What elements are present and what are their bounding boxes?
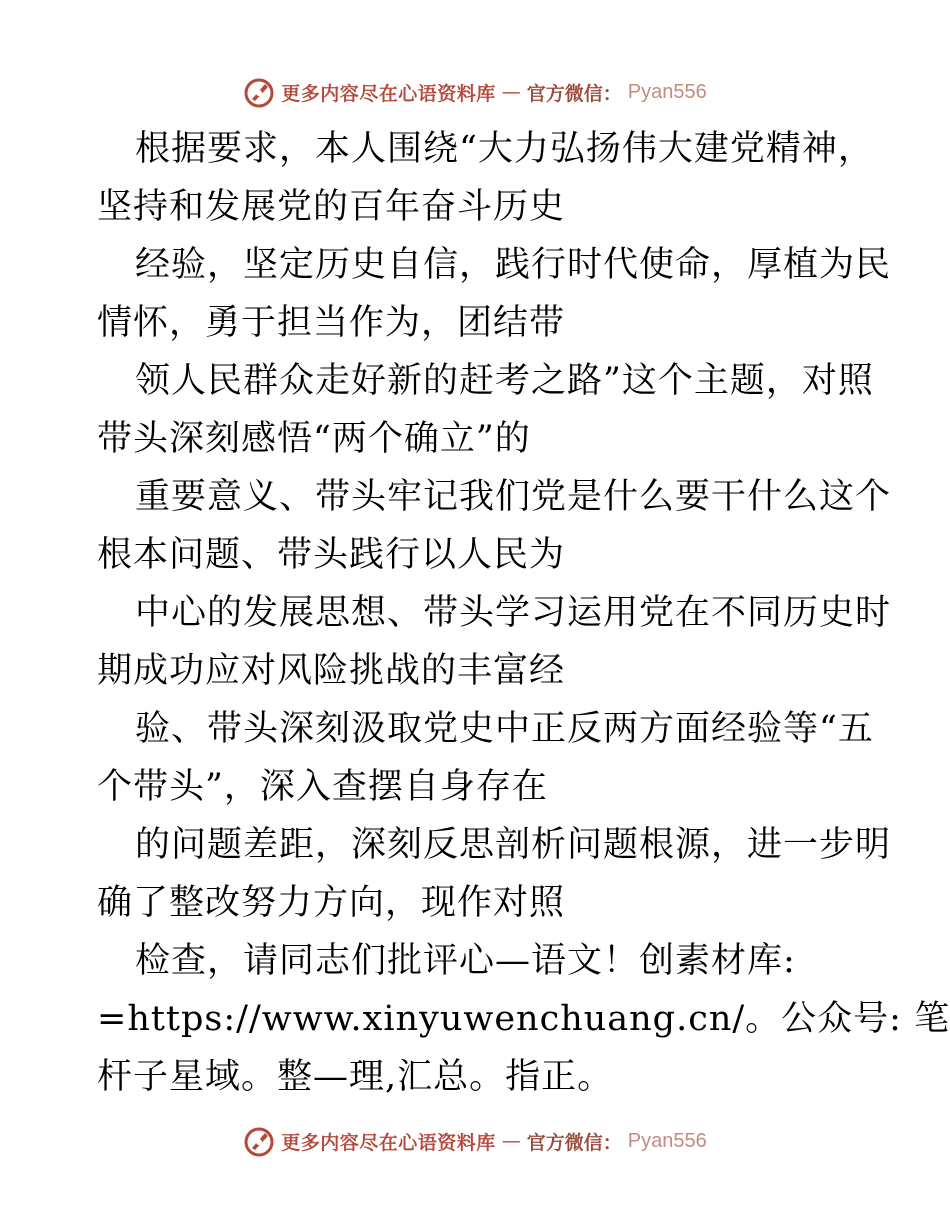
banner-brand-text: 更多内容尽在心语资料库 <box>281 1131 496 1154</box>
paragraph-line: 验、带头深刻汲取党史中正反两方面经验等“五 <box>135 709 874 749</box>
paragraph-line: =https://www.xinyuwenchuang.cn/。公众号: 笔 <box>97 999 950 1039</box>
paragraph-line: 经验，坚定历史自信，践行时代使命，厚植为民 <box>135 245 892 285</box>
paragraph-line: 重要意义、带头牢记我们党是什么要干什么这个 <box>135 477 892 517</box>
paragraph-line: 确了整改努力方向，现作对照 <box>97 883 566 923</box>
paragraph-line: 根本问题、带头践行以人民为 <box>97 535 566 575</box>
document-body <box>97 120 950 1106</box>
banner-official-label: 官方微信： <box>526 82 622 105</box>
paragraph-line: 带头深刻感悟“两个确立”的 <box>97 419 531 459</box>
quill-logo-icon <box>243 1125 275 1157</box>
banner-dash: — <box>501 81 521 103</box>
banner-official-label: 官方微信： <box>526 1131 622 1154</box>
quill-logo-icon <box>243 76 275 108</box>
banner-brand-text: 更多内容尽在心语资料库 <box>281 82 496 105</box>
paragraph-line: 情怀，勇于担当作为，团结带 <box>97 303 566 343</box>
footer-watermark <box>0 1121 950 1161</box>
banner-dash: — <box>501 1130 521 1152</box>
paragraph-line: 杆子星域。整—理,汇总。指正。 <box>97 1057 614 1097</box>
banner-wechat-id: Pyan556 <box>627 80 707 103</box>
paragraph-line: 领人民群众走好新的赶考之路”这个主题，对照 <box>135 361 874 401</box>
banner-wechat-id: Pyan556 <box>627 1129 707 1152</box>
paragraph-line: 期成功应对风险挑战的丰富经 <box>97 651 566 691</box>
paragraph-line: 坚持和发展党的百年奋斗历史 <box>97 187 566 227</box>
paragraph-line: 根据要求，本人围绕“大力弘扬伟大建党精神， <box>135 129 874 169</box>
header-watermark <box>0 72 950 112</box>
paragraph-line: 个带头”，深入查摆自身存在 <box>97 767 548 807</box>
paragraph-line: 的问题差距，深刻反思剖析问题根源，进一步明 <box>135 825 892 865</box>
paragraph-line: 中心的发展思想、带头学习运用党在不同历史时 <box>135 593 892 633</box>
paragraph-line: 检查，请同志们批评心—语文！创素材库: <box>135 941 796 981</box>
